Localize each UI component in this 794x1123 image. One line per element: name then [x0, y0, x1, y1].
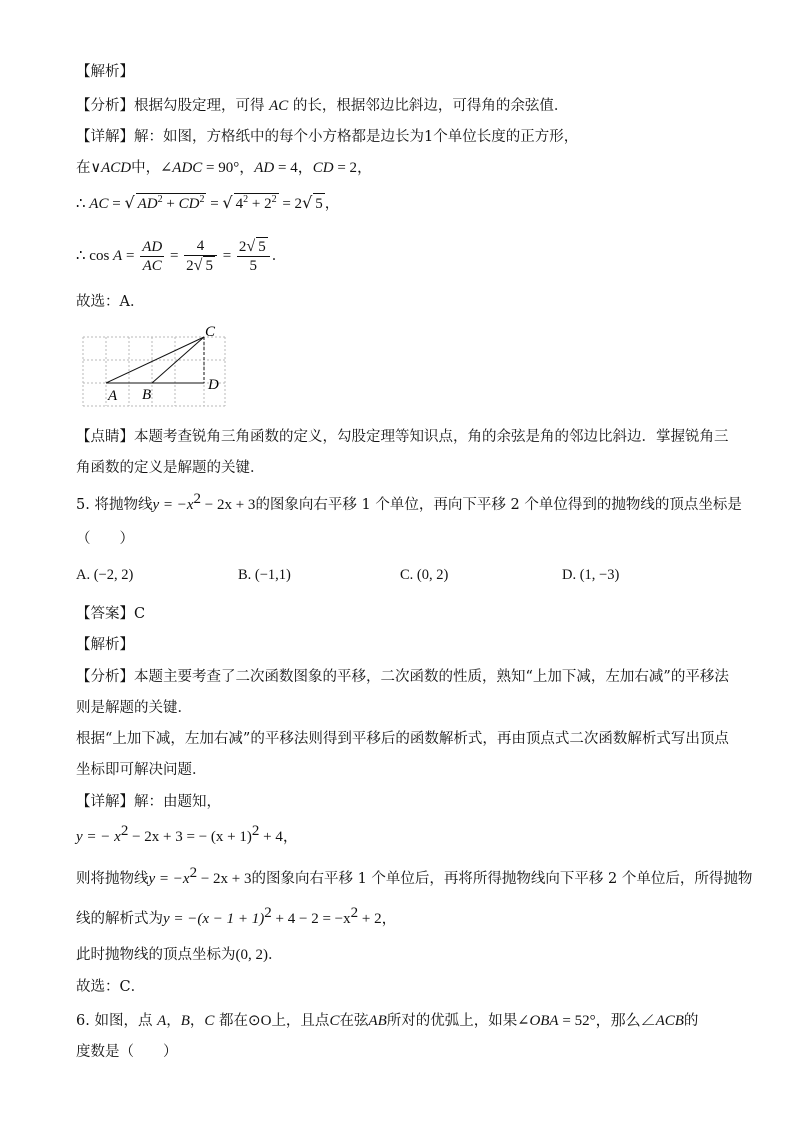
- choice-c: C. (0, 2): [400, 567, 449, 583]
- detail-line-2: 在∨ACD中，∠ADC = 90°，AD = 4，CD = 2，: [76, 160, 373, 176]
- answer-select-c: 故选：C．: [76, 979, 146, 995]
- ac-formula: ∴ AC = √ $AD^2 + CD^2$ = √ $4^2 + 2^2 = 2√$ 5 ，: [76, 193, 340, 212]
- grid-figure: [80, 325, 230, 414]
- question-6-line-2: 度数是（ ）: [76, 1044, 178, 1060]
- equation-1: y = − $x^2 - 2x + 3$ = − $(x + 1)^2 + 4$，: [76, 823, 298, 845]
- solution-line-2: 线的解析式为$y = -(x - 1 + 1)^2 + 4 - 2 = -x^2 + 2$，: [76, 905, 397, 927]
- answer-heading: 【答案】C: [76, 606, 146, 622]
- label-c: C: [205, 325, 216, 340]
- comment-line-2: 角函数的定义是解题的关键．: [76, 460, 265, 476]
- analysis-heading-2: 【解析】: [76, 637, 134, 653]
- detail-line-1: 【详解】解：如图，方格纸中的每个小方格都是边长为1个单位长度的正方形，: [76, 129, 579, 145]
- analysis-heading: 【解析】: [76, 64, 134, 80]
- choice-a: A. (−2, 2): [76, 567, 134, 583]
- question-5: 5. 将抛物线$y = -x^2 - 2x + 3$的图象向右平移 1 个单位，再向下平移 2 个单位得到的抛物线的顶点坐标是: [76, 491, 742, 513]
- analysis-text-4: 坐标即可解决问题．: [76, 762, 207, 778]
- solution-line-1: 则将抛物线$y = -x^2 - 2x + 3$的图象向右平移 1 个单位后，再将所得抛物线向下平移 2 个单位后，所得抛物: [76, 865, 753, 887]
- label-b: B: [142, 387, 152, 403]
- cos-formula: ∴ cos A = $\frac{AD}{AC}$ = $\frac{4}{2√ 5}$ = $\frac{2√ 5}{5}$ ．: [76, 238, 287, 274]
- analysis-text-2: 则是解题的关键．: [76, 700, 192, 716]
- label-a: A: [108, 388, 118, 404]
- label-d: D: [208, 377, 219, 393]
- comment-line-1: 【点睛】本题考查锐角三角函数的定义，勾股定理等知识点，角的余弦是角的邻边比斜边．掌握锐角三: [76, 429, 729, 445]
- choice-d: D. (1, −3): [562, 567, 620, 583]
- analysis-text-3: 根据“上加下减，左加右减”的平移法则得到平移后的函数解析式，再由顶点式二次函数解析式写出顶点: [76, 731, 729, 747]
- analysis-line: 【分析】根据勾股定理，可得 AC 的长，根据邻边比斜边，可得角的余弦值．: [76, 98, 569, 114]
- solution-line-3: 此时抛物线的顶点坐标为(0, 2)．: [76, 947, 283, 963]
- question-5-paren: （ ）: [76, 531, 134, 547]
- analysis-text-1: 【分析】本题主要考查了二次函数图象的平移，二次函数的性质，熟知“上加下减，左加右减”的平移法: [76, 669, 729, 685]
- detail-heading: 【详解】解：由题知，: [76, 794, 221, 810]
- answer-select-a: 故选：A．: [76, 294, 145, 310]
- question-6: 6. 如图，点 A，B，C 都在⊙O上，且点C在弦AB所对的优弧上，如果∠OBA = 52°，那么∠ACB的: [76, 1013, 699, 1029]
- choice-b: B. (−1,1): [238, 567, 291, 583]
